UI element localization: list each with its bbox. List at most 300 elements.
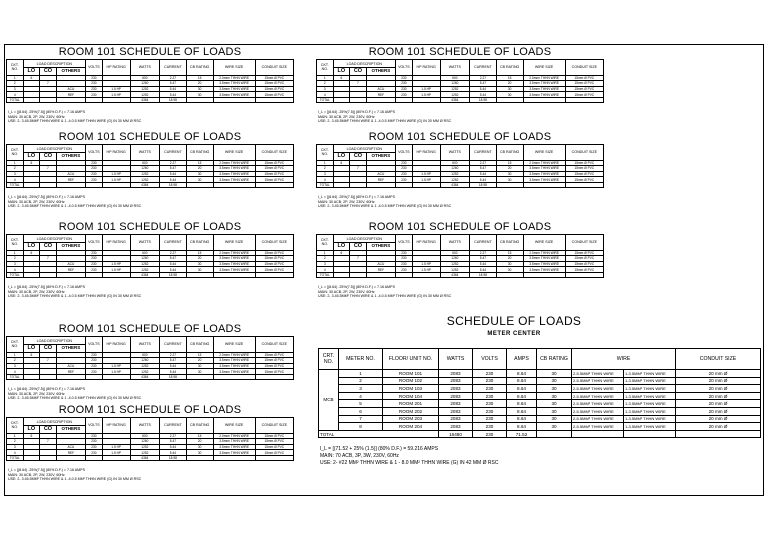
cell-wire: 3.5mm² THHN WIRE <box>523 92 565 98</box>
cell-lo: 6 <box>333 160 350 166</box>
cell-current: 5.44 <box>160 261 187 267</box>
cell-current: 5.44 <box>160 363 187 369</box>
room-schedule-panel <box>316 131 604 209</box>
cell-ckt: 1 <box>7 160 24 166</box>
total-watts: 4364 <box>130 455 159 461</box>
cell-wire: 2.0mm² THHN WIRE <box>213 433 255 439</box>
panel-title: ROOM 101 SCHEDULE OF LOADS <box>368 131 552 143</box>
cell-wire: 3.5mm² THHN WIRE <box>213 86 255 92</box>
panel-note-use: USE: 2- 3.45.5MM² THHN WIRE & 1 -4.0.5 MM² THHN WIRE (G) IN 30 MM Ø RSC <box>318 294 452 298</box>
cell-volts: 230 <box>396 177 413 183</box>
main-cell-floor: ROOM 201 <box>383 400 439 408</box>
cell-volts: 230 <box>86 81 103 87</box>
cell-wire: 2.0mm² THHN WIRE <box>523 75 565 81</box>
cell-watts: 1260 <box>130 81 159 87</box>
main-header-wire: WIRE <box>572 349 676 370</box>
header-others: OTHERS <box>366 68 395 76</box>
cell-wire: 2.0mm² THHN WIRE <box>213 75 255 81</box>
header-wire-size: WIRE SIZE <box>213 60 255 76</box>
total-row <box>7 374 294 380</box>
cell-cb: 30 <box>186 363 213 369</box>
cell-conduit: 15mm Ø PVC <box>255 363 293 369</box>
cell-current: 5.44 <box>470 86 497 92</box>
panel-title: ROOM 101 SCHEDULE OF LOADS <box>58 221 242 233</box>
header-ckt: CKT. NO. <box>7 418 24 434</box>
cell-current: 5.44 <box>160 171 187 177</box>
panel-header-row <box>7 60 294 68</box>
cell-ckt: 3 <box>7 444 24 450</box>
main-cell-floor: ROOM 202 <box>383 407 439 415</box>
cell-hp: 1.5 HP <box>412 92 440 98</box>
main-cell-watts: 2083 <box>439 415 473 423</box>
panel-note-use: USE: 2- 3.45.5MM² THHN WIRE & 1 -4.0.5 MM² THHN WIRE (G) IN 30 MM Ø RSC <box>8 477 142 481</box>
main-cell-wire1: 2-5.5MM² THHN WIRE <box>572 377 624 385</box>
cell-lo: 6 <box>23 75 40 81</box>
main-cell-conduit: 20 mm Ø <box>676 370 761 378</box>
total-row <box>317 272 604 278</box>
main-cell-wire1: 2-5.5MM² THHN WIRE <box>572 415 624 423</box>
main-cell-conduit: 20 mm Ø <box>676 385 761 393</box>
main-total-amps: 71.52 <box>507 430 537 438</box>
cell-current: 5.44 <box>160 177 187 183</box>
cell-wire: 3.5mm² THHN WIRE <box>213 171 255 177</box>
main-cell-wire2: 1-3.5MM² THHN WIRE <box>624 415 676 423</box>
cell-co: 7 <box>40 358 57 364</box>
cell-others: ACU <box>366 261 395 267</box>
main-cell-watts: 2083 <box>439 370 473 378</box>
cell-wire: 3.5mm² THHN WIRE <box>523 267 565 273</box>
table-row <box>319 400 761 408</box>
cell-others: REF <box>56 177 85 183</box>
cell-volts: 230 <box>396 92 413 98</box>
panel-title: ROOM 101 SCHEDULE OF LOADS <box>58 404 242 416</box>
main-cell-volts: 230 <box>473 423 507 431</box>
cell-watts: 1260 <box>130 166 159 172</box>
cell-hp: 1.5 HP <box>102 171 130 177</box>
cell-current: 2.27 <box>470 250 497 256</box>
panel-header-row <box>7 418 294 426</box>
main-cell-cb: 30 <box>537 407 572 415</box>
cell-wire: 3.5mm² THHN WIRE <box>213 369 255 375</box>
cell-hp: 1.5 HP <box>412 267 440 273</box>
main-total-label: TOTAL <box>319 430 439 438</box>
total-label: TOTAL <box>7 272 24 278</box>
main-cell-volts: 230 <box>473 392 507 400</box>
header-others: OTHERS <box>366 153 395 161</box>
main-cell-floor: ROOM 104 <box>383 392 439 400</box>
cell-cb: 30 <box>496 171 523 177</box>
cell-cb: 15 <box>496 160 523 166</box>
cell-wire: 2.0mm² THHN WIRE <box>213 160 255 166</box>
table-row <box>319 385 761 393</box>
main-cell-meter: 5 <box>339 400 383 408</box>
cell-watts: 1260 <box>130 439 159 445</box>
header-lo: LO <box>23 153 40 161</box>
cell-conduit: 15mm Ø PVC <box>255 92 293 98</box>
cell-cb: 30 <box>186 450 213 456</box>
cell-current: 5.47 <box>160 439 187 445</box>
main-cell-floor: ROOM 204 <box>383 423 439 431</box>
cell-wire: 3.5mm² THHN WIRE <box>213 267 255 273</box>
cell-co: 7 <box>40 81 57 87</box>
cell-conduit: 15mm Ø PVC <box>565 81 603 87</box>
panel-note-current: I_L = [(8.64) .25%(7.5)] (80% D.F.) = 7.16 AMPS <box>8 468 85 472</box>
cell-others: ACU <box>366 86 395 92</box>
cell-others: REF <box>366 92 395 98</box>
cell-wire: 3.5mm² THHN WIRE <box>213 166 255 172</box>
header-current: CURRENT <box>470 235 497 251</box>
cell-hp: 1.5 HP <box>102 92 130 98</box>
total-label: TOTAL <box>317 97 334 103</box>
cell-conduit: 15mm Ø PVC <box>565 250 603 256</box>
total-current: 18.98 <box>160 272 187 278</box>
cell-volts: 230 <box>396 267 413 273</box>
cell-cb: 20 <box>186 256 213 262</box>
header-hp-rating: HP RATING <box>102 337 130 353</box>
cell-wire: 3.5mm² THHN WIRE <box>523 177 565 183</box>
cell-volts: 230 <box>86 75 103 81</box>
header-wire-size: WIRE SIZE <box>523 235 565 251</box>
cell-others: REF <box>366 177 395 183</box>
panel-header-row <box>317 60 604 68</box>
panel-header-row <box>7 235 294 243</box>
header-hp-rating: HP RATING <box>412 60 440 76</box>
cell-volts: 230 <box>86 363 103 369</box>
main-cell-cb: 30 <box>537 423 572 431</box>
cell-current: 5.44 <box>470 171 497 177</box>
cell-conduit: 15mm Ø PVC <box>255 166 293 172</box>
panel-note-main: MAIN: 30 ACB, 2P, 2W, 230V, 60Hz <box>318 289 375 294</box>
header-hp-rating: HP RATING <box>102 60 130 76</box>
cell-cb: 15 <box>186 250 213 256</box>
cell-volts: 230 <box>86 256 103 262</box>
cell-others: ACU <box>56 86 85 92</box>
cell-current: 5.44 <box>470 177 497 183</box>
cell-current: 5.47 <box>160 81 187 87</box>
header-volts: VOLTS <box>396 60 413 76</box>
cell-ckt: 3 <box>317 86 334 92</box>
header-lo: LO <box>23 426 40 434</box>
table-row <box>319 370 761 378</box>
cell-ckt: 1 <box>7 352 24 358</box>
cell-ckt: 2 <box>7 256 24 262</box>
cell-cb: 30 <box>186 267 213 273</box>
cell-watts: 600 <box>130 75 159 81</box>
cell-current: 5.47 <box>470 81 497 87</box>
cell-conduit: 15mm Ø PVC <box>255 250 293 256</box>
main-cell-amps: 8.64 <box>507 392 537 400</box>
header-lo: LO <box>23 68 40 76</box>
cell-others: REF <box>56 369 85 375</box>
panel-header-row <box>7 337 294 345</box>
panel-note-use: USE: 2- 3.45.5MM² THHN WIRE & 1 -4.0.5 MM² THHN WIRE (G) IN 30 MM Ø RSC <box>318 204 452 208</box>
main-group-label: MCB <box>319 370 339 431</box>
cell-ckt: 3 <box>7 86 24 92</box>
cell-current: 2.27 <box>470 160 497 166</box>
total-current: 18.98 <box>160 455 187 461</box>
main-cell-meter: 4 <box>339 392 383 400</box>
header-wire-size: WIRE SIZE <box>523 60 565 76</box>
cell-watts: 600 <box>130 160 159 166</box>
header-watts: WATTS <box>130 337 159 353</box>
cell-watts: 1252 <box>130 92 159 98</box>
main-header-cb: CB RATING <box>537 349 572 370</box>
cell-cb: 20 <box>186 358 213 364</box>
cell-volts: 230 <box>396 75 413 81</box>
header-co: CO <box>350 243 367 251</box>
cell-current: 5.44 <box>470 92 497 98</box>
header-others: OTHERS <box>56 68 85 76</box>
header-co: CO <box>40 153 57 161</box>
cell-watts: 1252 <box>130 444 159 450</box>
header-cb-rating: CB RATING <box>186 235 213 251</box>
cell-wire: 3.5mm² THHN WIRE <box>523 256 565 262</box>
header-load-description: LOAD DESCRIPTION <box>333 145 395 153</box>
cell-cb: 30 <box>496 267 523 273</box>
total-current: 18.98 <box>160 97 187 103</box>
cell-ckt: 4 <box>317 267 334 273</box>
header-load-description: LOAD DESCRIPTION <box>333 235 395 243</box>
total-watts: 4364 <box>130 374 159 380</box>
cell-wire: 3.5mm² THHN WIRE <box>523 86 565 92</box>
cell-others: REF <box>366 267 395 273</box>
panel-title: ROOM 101 SCHEDULE OF LOADS <box>368 221 552 233</box>
header-others: OTHERS <box>56 345 85 353</box>
cell-watts: 1260 <box>440 81 469 87</box>
main-cell-amps: 8.64 <box>507 400 537 408</box>
header-current: CURRENT <box>160 145 187 161</box>
cell-wire: 3.5mm² THHN WIRE <box>213 256 255 262</box>
cell-ckt: 4 <box>7 92 24 98</box>
cell-volts: 230 <box>86 433 103 439</box>
panel-note-current: I_L = [(8.64) .25%(7.5)] (80% D.F.) = 7.16 AMPS <box>8 110 85 114</box>
header-hp-rating: HP RATING <box>412 235 440 251</box>
cell-volts: 230 <box>396 86 413 92</box>
header-conduit-size: CONDUIT SIZE <box>255 60 293 76</box>
header-load-description: LOAD DESCRIPTION <box>333 60 395 68</box>
cell-hp: 1.5 HP <box>102 86 130 92</box>
cell-watts: 1252 <box>130 267 159 273</box>
main-cell-wire2: 1-3.5MM² THHN WIRE <box>624 423 676 431</box>
table-row <box>319 377 761 385</box>
cell-conduit: 15mm Ø PVC <box>255 160 293 166</box>
cell-hp: 1.5 HP <box>102 267 130 273</box>
main-cell-amps: 8.64 <box>507 423 537 431</box>
header-hp-rating: HP RATING <box>102 145 130 161</box>
total-row <box>7 272 294 278</box>
cell-current: 2.27 <box>160 352 187 358</box>
total-current: 18.98 <box>470 182 497 188</box>
cell-volts: 230 <box>86 352 103 358</box>
cell-watts: 1260 <box>440 256 469 262</box>
header-hp-rating: HP RATING <box>102 418 130 434</box>
main-cell-wire1: 2-5.5MM² THHN WIRE <box>572 392 624 400</box>
cell-watts: 1252 <box>440 177 469 183</box>
cell-volts: 230 <box>86 369 103 375</box>
cell-ckt: 2 <box>7 166 24 172</box>
main-cell-meter: 7 <box>339 415 383 423</box>
total-watts: 4364 <box>440 182 469 188</box>
meter-center-table <box>318 348 761 438</box>
panel-note-use: USE: 2- 3.45.5MM² THHN WIRE & 1 -4.0.5 MM² THHN WIRE (G) IN 30 MM Ø RSC <box>8 204 142 208</box>
cell-watts: 1252 <box>440 261 469 267</box>
cell-co: 7 <box>40 256 57 262</box>
cell-watts: 1260 <box>130 358 159 364</box>
panel-note-main: MAIN: 30 ACB, 2P, 2W, 230V, 60Hz <box>318 114 375 119</box>
cell-volts: 230 <box>86 267 103 273</box>
main-header-row <box>319 349 761 370</box>
panel-title: ROOM 101 SCHEDULE OF LOADS <box>368 46 552 58</box>
main-cell-conduit: 20 mm Ø <box>676 400 761 408</box>
cell-conduit: 15mm Ø PVC <box>255 352 293 358</box>
room-schedule-panel <box>6 131 294 209</box>
cell-conduit: 15mm Ø PVC <box>565 92 603 98</box>
total-row <box>317 182 604 188</box>
header-others: OTHERS <box>56 426 85 434</box>
cell-volts: 230 <box>396 261 413 267</box>
header-wire-size: WIRE SIZE <box>523 145 565 161</box>
main-cell-meter: 6 <box>339 407 383 415</box>
main-cell-conduit: 20 mm Ø <box>676 415 761 423</box>
main-cell-meter: 3 <box>339 385 383 393</box>
room-schedule-panel <box>6 221 294 299</box>
table-row <box>319 415 761 423</box>
cell-ckt: 2 <box>317 256 334 262</box>
total-current: 18.98 <box>160 182 187 188</box>
total-label: TOTAL <box>317 272 334 278</box>
header-ckt: CKT. NO. <box>317 235 334 251</box>
panel-header-row <box>317 235 604 243</box>
header-conduit-size: CONDUIT SIZE <box>255 145 293 161</box>
cell-volts: 230 <box>86 160 103 166</box>
cell-hp: 1.5 HP <box>102 369 130 375</box>
header-lo: LO <box>23 243 40 251</box>
cell-conduit: 15mm Ø PVC <box>565 267 603 273</box>
header-watts: WATTS <box>130 60 159 76</box>
header-cb-rating: CB RATING <box>186 145 213 161</box>
cell-cb: 20 <box>496 256 523 262</box>
cell-current: 5.47 <box>470 166 497 172</box>
cell-ckt: 3 <box>7 261 24 267</box>
main-cell-amps: 8.64 <box>507 385 537 393</box>
main-cell-wire2: 1-3.5MM² THHN WIRE <box>624 385 676 393</box>
header-co: CO <box>40 68 57 76</box>
panel-schedule-table <box>6 144 294 188</box>
cell-watts: 1252 <box>130 171 159 177</box>
main-cell-wire2: 1-3.5MM² THHN WIRE <box>624 377 676 385</box>
cell-cb: 30 <box>186 177 213 183</box>
main-total-volts: 230 <box>473 430 507 438</box>
header-ckt: CKT. NO. <box>7 337 24 353</box>
cell-lo: 6 <box>333 75 350 81</box>
header-volts: VOLTS <box>396 145 413 161</box>
cell-cb: 20 <box>186 166 213 172</box>
header-watts: WATTS <box>440 235 469 251</box>
cell-volts: 230 <box>86 166 103 172</box>
header-co: CO <box>350 68 367 76</box>
cell-ckt: 3 <box>7 171 24 177</box>
cell-current: 2.27 <box>160 75 187 81</box>
panel-note-main: MAIN: 30 ACB, 2P, 2W, 230V, 60Hz <box>318 199 375 204</box>
main-header-volts: VOLTS <box>473 349 507 370</box>
room-schedule-panel <box>316 46 604 124</box>
cell-ckt: 2 <box>7 358 24 364</box>
main-cell-wire1: 2-5.5MM² THHN WIRE <box>572 423 624 431</box>
panel-note-use: USE: 2- 3.45.5MM² THHN WIRE & 1 -4.0.5 MM² THHN WIRE (G) IN 30 MM Ø RSC <box>318 119 452 123</box>
panel-note-use: USE: 2- 3.45.5MM² THHN WIRE & 1 -4.0.5 MM² THHN WIRE (G) IN 30 MM Ø RSC <box>8 396 142 400</box>
main-cell-conduit: 20 mm Ø <box>676 407 761 415</box>
cell-ckt: 2 <box>7 439 24 445</box>
cell-cb: 20 <box>496 81 523 87</box>
header-co: CO <box>40 345 57 353</box>
main-cell-amps: 8.64 <box>507 377 537 385</box>
main-cell-conduit: 20 mm Ø <box>676 423 761 431</box>
cell-wire: 3.5mm² THHN WIRE <box>523 81 565 87</box>
main-cell-wire2: 1-3.5MM² THHN WIRE <box>624 370 676 378</box>
main-cell-wire2: 1-3.5MM² THHN WIRE <box>624 407 676 415</box>
cell-others: REF <box>56 267 85 273</box>
main-cell-meter: 2 <box>339 377 383 385</box>
main-cell-floor: ROOM 103 <box>383 385 439 393</box>
cell-ckt: 4 <box>7 267 24 273</box>
cell-watts: 600 <box>440 160 469 166</box>
cell-ckt: 1 <box>7 433 24 439</box>
cell-current: 5.44 <box>160 92 187 98</box>
header-current: CURRENT <box>160 235 187 251</box>
cell-conduit: 15mm Ø PVC <box>255 177 293 183</box>
cell-ckt: 2 <box>317 81 334 87</box>
header-others: OTHERS <box>366 243 395 251</box>
cell-watts: 1252 <box>130 369 159 375</box>
cell-watts: 1252 <box>130 177 159 183</box>
cell-volts: 230 <box>86 250 103 256</box>
cell-volts: 230 <box>86 86 103 92</box>
header-conduit-size: CONDUIT SIZE <box>565 145 603 161</box>
main-cell-watts: 2083 <box>439 423 473 431</box>
header-load-description: LOAD DESCRIPTION <box>23 60 85 68</box>
panel-note-current: I_L = [(8.64) .25%(7.5)] (80% D.F.) = 7.16 AMPS <box>318 195 395 199</box>
total-label: TOTAL <box>7 374 24 380</box>
main-cell-floor: ROOM 102 <box>383 377 439 385</box>
panel-note-current: I_L = [(8.64) .25%(7.5)] (80% D.F.) = 7.16 AMPS <box>8 195 85 199</box>
main-cell-amps: 8.64 <box>507 415 537 423</box>
main-cell-watts: 2083 <box>439 400 473 408</box>
panel-schedule-table <box>6 234 294 278</box>
panel-schedule-table <box>316 144 604 188</box>
cell-volts: 230 <box>396 171 413 177</box>
header-ckt: CKT. NO. <box>7 235 24 251</box>
cell-cb: 30 <box>496 86 523 92</box>
main-cell-conduit: 20 mm Ø <box>676 377 761 385</box>
panel-header-row <box>7 145 294 153</box>
cell-volts: 230 <box>86 177 103 183</box>
cell-watts: 600 <box>130 250 159 256</box>
header-hp-rating: HP RATING <box>102 235 130 251</box>
header-load-description: LOAD DESCRIPTION <box>23 418 85 426</box>
cell-lo: 6 <box>23 352 40 358</box>
cell-current: 2.27 <box>160 250 187 256</box>
cell-ckt: 4 <box>317 92 334 98</box>
main-cell-wire1: 2-5.5MM² THHN WIRE <box>572 385 624 393</box>
cell-volts: 230 <box>86 444 103 450</box>
cell-cb: 30 <box>496 177 523 183</box>
cell-conduit: 15mm Ø PVC <box>255 444 293 450</box>
cell-wire: 3.5mm² THHN WIRE <box>213 450 255 456</box>
cell-watts: 600 <box>440 250 469 256</box>
main-total-watts: 16480 <box>439 430 473 438</box>
main-cell-amps: 8.64 <box>507 370 537 378</box>
cell-ckt: 3 <box>317 261 334 267</box>
